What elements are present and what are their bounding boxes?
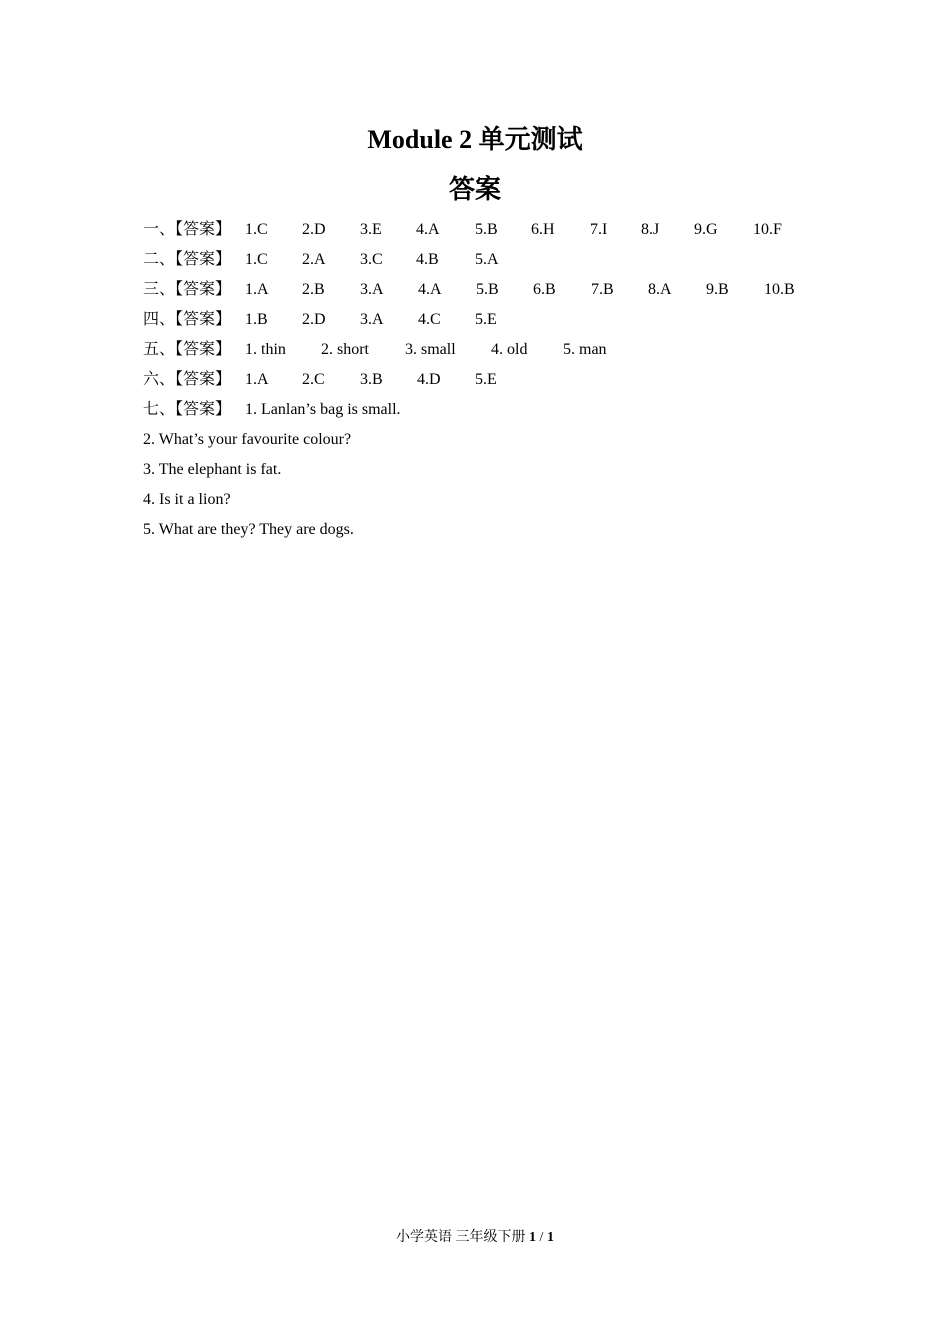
answer-section-4 [143, 308, 843, 338]
answer-item: 4. old [491, 341, 528, 358]
answer-item: 2.B [302, 281, 325, 298]
answer-section-7 [143, 398, 843, 428]
answer-item: 1.A [245, 371, 269, 388]
answer-section-2 [143, 248, 843, 278]
answer-item: 5.E [475, 311, 497, 328]
answer-item: 5.B [475, 221, 498, 238]
page-subtitle: 答案 [448, 175, 501, 204]
answer-item: 8.A [648, 281, 672, 298]
page-footer [0, 1228, 950, 1248]
answer-item: 6.H [531, 221, 555, 238]
answer-line: 3. The elephant is fat. [143, 461, 282, 478]
answer-item: 5.E [475, 371, 497, 388]
answer-line: 2. What’s your favourite colour? [143, 431, 352, 448]
answer-item: 2. short [321, 341, 369, 358]
answer-item: 4.D [417, 371, 441, 388]
answer-section-6 [143, 368, 843, 398]
answer-item: 1.A [245, 281, 269, 298]
answer-section-3 [143, 278, 843, 308]
section-prefix: 三、【答案】 [143, 281, 232, 298]
answer-item: 3.C [360, 251, 383, 268]
section-prefix: 六、【答案】 [143, 371, 232, 388]
section-prefix: 四、【答案】 [143, 311, 232, 328]
section-prefix: 五、【答案】 [143, 341, 232, 358]
answer-item: 1.B [245, 311, 268, 328]
page-title: Module 2 单元测试 [367, 125, 583, 154]
answer-item: 1. Lanlan’s bag is small. [245, 401, 401, 418]
answer-item: 7.I [590, 221, 608, 238]
footer-text: 小学英语 三年级下册 [396, 1230, 526, 1245]
answer-item: 2.A [302, 251, 326, 268]
answer-item: 4.C [418, 311, 441, 328]
answer-item: 3.A [360, 311, 384, 328]
answer-item: 4.A [418, 281, 442, 298]
answer-item: 5.B [476, 281, 499, 298]
answer-item: 10.F [753, 221, 782, 238]
answer-item: 5.A [475, 251, 499, 268]
page-total: 1 [546, 1230, 554, 1245]
answer-item: 7.B [591, 281, 614, 298]
page-number: 1 [529, 1230, 537, 1245]
answer-item: 2.D [302, 221, 326, 238]
answer-section-1 [143, 218, 843, 248]
answer-item: 8.J [641, 221, 660, 238]
answer-item: 9.G [694, 221, 718, 238]
answer-item: 2.D [302, 311, 326, 328]
answer-item: 6.B [533, 281, 556, 298]
page-separator: / [539, 1230, 544, 1245]
section-prefix: 七、【答案】 [143, 401, 232, 418]
section-prefix: 一、【答案】 [143, 221, 232, 238]
answer-line: 4. Is it a lion? [143, 491, 231, 508]
answer-item: 3. small [405, 341, 456, 358]
answer-item: 2.C [302, 371, 325, 388]
answer-item: 4.A [416, 221, 440, 238]
answer-item: 3.A [360, 281, 384, 298]
answer-line: 5. What are they? They are dogs. [143, 521, 354, 538]
answer-item: 3.B [360, 371, 383, 388]
answer-list [143, 218, 843, 548]
answer-section-5 [143, 338, 843, 368]
answer-item: 1.C [245, 251, 268, 268]
answer-item: 9.B [706, 281, 729, 298]
answer-item: 1. thin [245, 341, 286, 358]
answer-item: 4.B [416, 251, 439, 268]
answer-item: 3.E [360, 221, 382, 238]
answer-item: 1.C [245, 221, 268, 238]
answer-item: 10.B [764, 281, 795, 298]
answer-item: 5. man [563, 341, 607, 358]
section-prefix: 二、【答案】 [143, 251, 232, 268]
